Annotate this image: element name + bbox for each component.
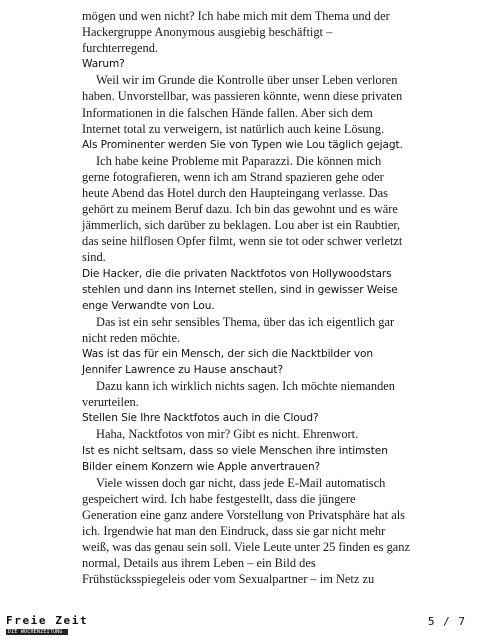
interview-question: Warum? xyxy=(82,58,125,71)
answer-paragraph: mögen und wen nicht? Ich habe mich mit dem Thema und der Hackergruppe Anonymous ausgiebig beschäftigt – furchterregend. xyxy=(82,9,390,56)
answer-paragraph: Ich habe keine Probleme mit Paparazzi. Die können mich gerne fotografieren, wenn ich am Strand spazieren gehe oder heute Abend das Hotel durch den Haupteingang verlasse. Das gehört zu meinem Beruf dazu. Ich bin das gewohnt und es wäre jämmerlich, sich darüber zu beklagen. Lou aber ist ein Raubtier, das seine hilflosen Opfer filmt, wenn sie tot oder schwer verletzt sind. xyxy=(82,153,403,265)
interview-question: Stellen Sie Ihre Nacktfotos auch in die Cloud? xyxy=(82,412,319,425)
article-body xyxy=(82,8,410,587)
publication-name: Freie Zeit xyxy=(6,614,89,627)
answer-paragraph: Weil wir im Grunde die Kontrolle über unser Leben verloren haben. Unvorstellbar, was passieren könnte, wenn diese privaten Informationen in die falschen Hände fallen. Aber sich dem Internet total zu verweigern, ist natürlich auch keine Lösung. xyxy=(82,73,403,136)
publication-tagline: DIE WOCHENZEITUNG xyxy=(6,629,68,635)
answer-paragraph: Haha, Nacktfotos von mir? Gibt es nicht. Ehrenwort. xyxy=(96,427,359,442)
page-number: 5 / 7 xyxy=(427,615,466,628)
footer-brand xyxy=(6,614,88,635)
interview-question: Als Prominenter werden Sie von Typen wie Lou täglich gejagt. xyxy=(82,138,403,151)
answer-paragraph: Das ist ein sehr sensibles Thema, über das ich eigentlich gar nicht reden möchte. xyxy=(82,314,395,345)
answer-paragraph: Viele wissen doch gar nicht, dass jede E-Mail automatisch gespeichert wird. Ich habe festgestellt, dass die jüngere Generation eine ganz andere Vorstellung von Privatsphäre hat als ich. Irgendwie hat man den Eindruck, dass sie gar nicht mehr weiß, was das genau sein soll. Viele Leute unter 25 finden es ganz normal, Details aus ihrem Leben – ein Bild des Frühstücksspiegeleis oder vom Sexualpartner – im Netz zu xyxy=(82,475,410,587)
interview-question: Die Hacker, die die privaten Nacktfotos von Hollywoodstars stehlen und dann ins Internet stellen, sind in gewisser Weise enge Verwandte von Lou. xyxy=(82,267,398,312)
interview-question: Was ist das für ein Mensch, der sich die Nacktbilder von Jennifer Lawrence zu Hause anschaut? xyxy=(82,347,373,377)
interview-question: Ist es nicht seltsam, dass so viele Menschen ihre intimsten Bilder einem Konzern wie Apple anvertrauen? xyxy=(82,444,388,473)
answer-paragraph: Dazu kann ich wirklich nichts sagen. Ich möchte niemanden verurteilen. xyxy=(82,379,395,410)
